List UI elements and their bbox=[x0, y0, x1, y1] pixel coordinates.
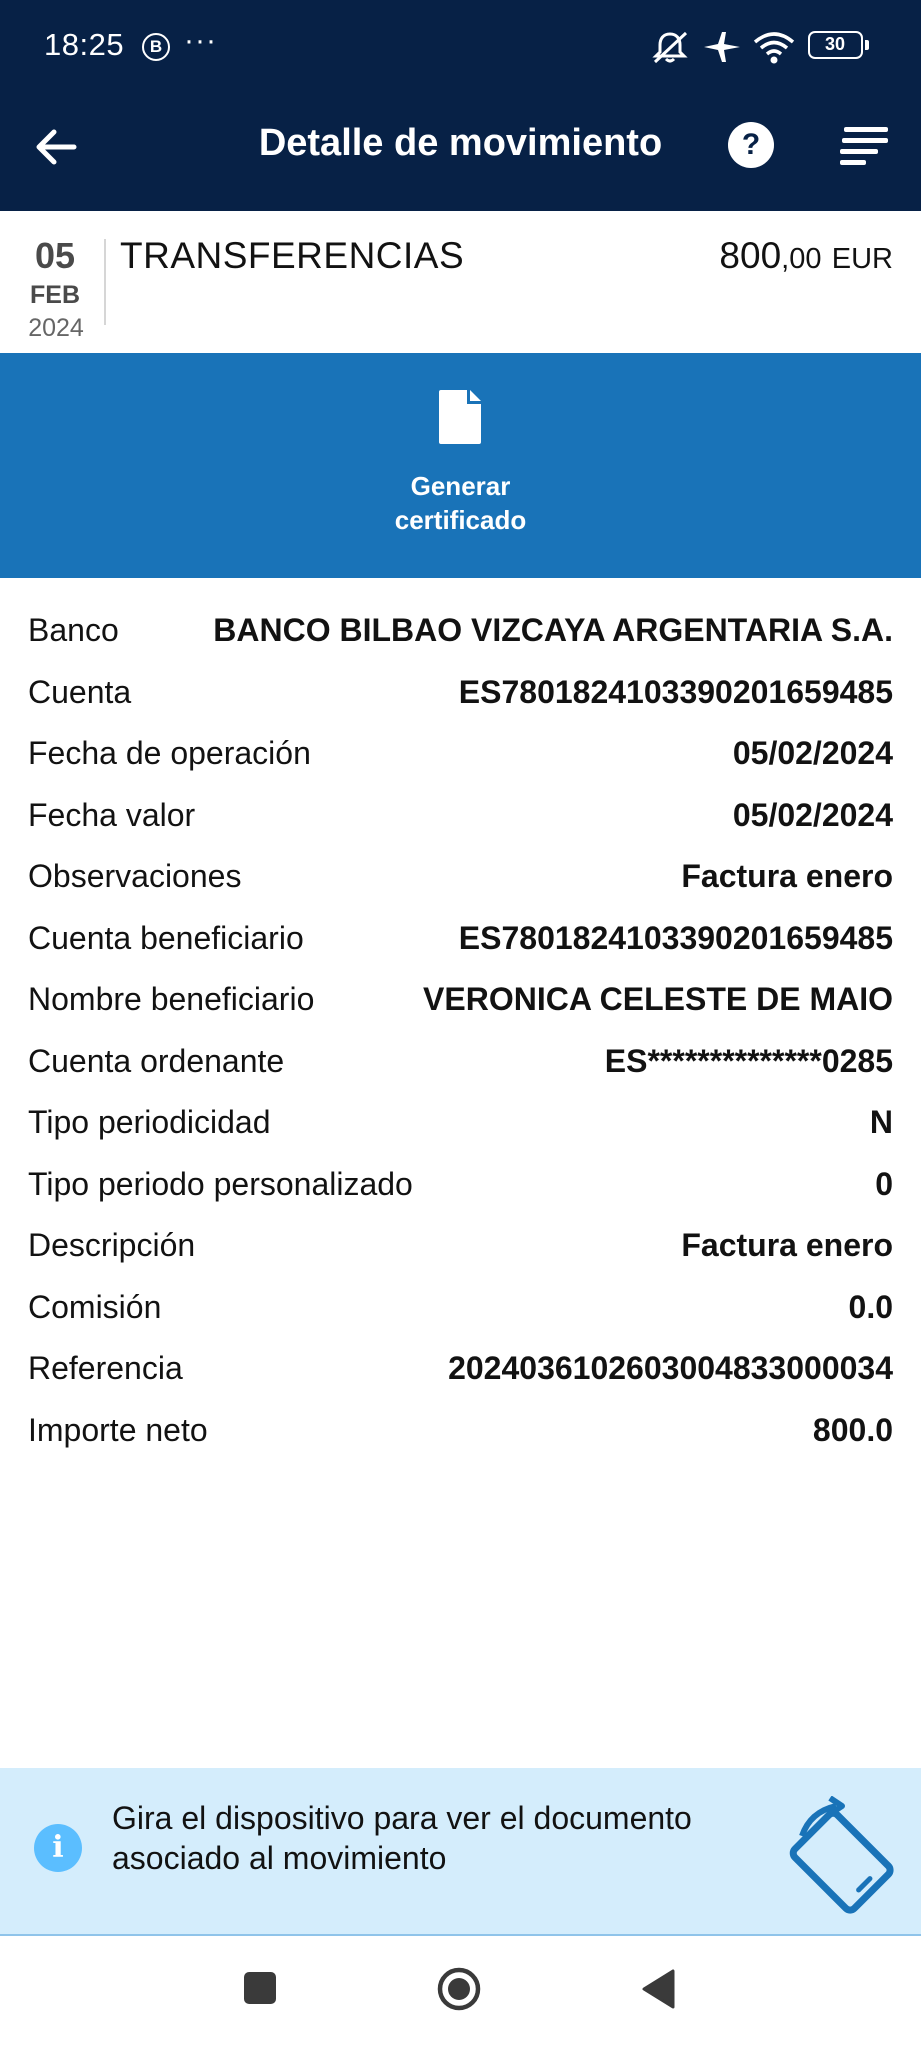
detail-row-cuenta-ordenante bbox=[0, 1031, 921, 1093]
menu-icon[interactable] bbox=[840, 124, 890, 166]
detail-row-nombre-beneficiario bbox=[0, 969, 921, 1031]
detail-value: 800.0 bbox=[812, 1411, 893, 1448]
status-time: 18:25 bbox=[44, 27, 125, 62]
amount-decimals: ,00 bbox=[781, 243, 822, 275]
detail-value: 0.0 bbox=[848, 1288, 893, 1325]
detail-row-descripcion bbox=[0, 1215, 921, 1277]
detail-label: Cuenta beneficiario bbox=[28, 919, 304, 956]
detail-label: Importe neto bbox=[28, 1411, 208, 1448]
back-icon[interactable] bbox=[640, 1968, 676, 2010]
movement-details bbox=[0, 600, 921, 1461]
status-bar bbox=[0, 0, 921, 92]
rotate-info-banner bbox=[0, 1768, 921, 1936]
detail-value: ES**************0285 bbox=[604, 1042, 893, 1079]
battery-level: 30 bbox=[824, 34, 846, 54]
detail-value: 05/02/2024 bbox=[732, 796, 893, 833]
detail-label: Observaciones bbox=[28, 858, 242, 894]
detail-label: Descripción bbox=[28, 1227, 196, 1263]
detail-row-referencia bbox=[0, 1338, 921, 1400]
detail-label: Tipo periodicidad bbox=[28, 1104, 271, 1140]
amount-currency: EUR bbox=[831, 243, 893, 275]
detail-label: Nombre beneficiario bbox=[28, 981, 315, 1017]
detail-value: ES7801824103390201659485 bbox=[458, 673, 893, 710]
movement-summary bbox=[0, 211, 921, 353]
home-icon[interactable] bbox=[436, 1966, 482, 2012]
detail-row-tipo-periodicidad bbox=[0, 1092, 921, 1154]
detail-row-fecha-valor bbox=[0, 785, 921, 847]
date-divider bbox=[104, 239, 106, 325]
detail-label: Fecha valor bbox=[28, 796, 196, 833]
generate-certificate-label-2: certificado bbox=[394, 505, 527, 535]
airplane-icon bbox=[702, 30, 742, 64]
movement-month: FEB bbox=[30, 281, 80, 309]
movement-concept: TRANSFERENCIAS bbox=[120, 235, 465, 276]
detail-value: 0 bbox=[875, 1165, 893, 1202]
recents-icon[interactable] bbox=[242, 1970, 278, 2006]
generate-certificate-label-1: Generar bbox=[410, 471, 511, 501]
detail-label: Comisión bbox=[28, 1288, 162, 1325]
detail-label: Banco bbox=[28, 612, 119, 648]
rotate-info-line-2: asociado al movimiento bbox=[112, 1840, 447, 1876]
detail-value: Factura enero bbox=[681, 858, 893, 894]
info-icon: i bbox=[34, 1824, 82, 1872]
movement-day: 05 bbox=[34, 235, 76, 276]
detail-value: 05/02/2024 bbox=[732, 735, 893, 771]
amount-integer: 800 bbox=[719, 235, 782, 276]
detail-row-banco bbox=[0, 600, 921, 662]
rotate-info-message bbox=[112, 1798, 752, 1878]
detail-row-observaciones bbox=[0, 846, 921, 908]
system-nav-bar bbox=[0, 1936, 921, 2048]
mute-icon bbox=[650, 30, 690, 64]
header bbox=[0, 0, 921, 211]
help-icon[interactable]: ? bbox=[728, 122, 774, 168]
notification-b-icon: B bbox=[142, 33, 170, 61]
detail-value: ES7801824103390201659485 bbox=[458, 919, 893, 956]
detail-row-importe-neto bbox=[0, 1400, 921, 1462]
detail-row-fecha-operacion bbox=[0, 723, 921, 785]
generate-certificate-button[interactable] bbox=[0, 469, 921, 537]
more-notifications-icon: ··· bbox=[184, 24, 217, 57]
detail-row-cuenta-beneficiario bbox=[0, 908, 921, 970]
rotate-info-line-1: Gira el dispositivo para ver el documento bbox=[112, 1800, 692, 1836]
detail-value: Factura enero bbox=[681, 1227, 893, 1263]
detail-row-comision bbox=[0, 1277, 921, 1339]
detail-label: Cuenta ordenante bbox=[28, 1042, 285, 1079]
wifi-icon bbox=[752, 30, 796, 64]
movement-amount bbox=[719, 235, 893, 277]
detail-value: VERONICA CELESTE DE MAIO bbox=[423, 981, 893, 1017]
detail-value: BANCO BILBAO VIZCAYA ARGENTARIA S.A. bbox=[213, 612, 893, 648]
detail-label: Cuenta bbox=[28, 673, 132, 710]
detail-value: N bbox=[869, 1104, 893, 1140]
detail-value: 2024036102603004833000034 bbox=[448, 1350, 893, 1386]
movement-year: 2024 bbox=[28, 314, 84, 342]
detail-label: Tipo periodo personalizado bbox=[28, 1165, 413, 1202]
detail-row-cuenta bbox=[0, 662, 921, 724]
page-title: Detalle de movimiento bbox=[258, 122, 663, 164]
detail-label: Referencia bbox=[28, 1350, 183, 1386]
rotate-device-icon[interactable] bbox=[776, 1796, 896, 1916]
document-icon[interactable] bbox=[437, 388, 483, 446]
generate-certificate-band bbox=[0, 353, 921, 578]
battery-icon bbox=[808, 31, 863, 59]
detail-label: Fecha de operación bbox=[28, 735, 311, 771]
detail-row-tipo-periodo-personalizado bbox=[0, 1154, 921, 1216]
app-bar bbox=[0, 100, 921, 192]
